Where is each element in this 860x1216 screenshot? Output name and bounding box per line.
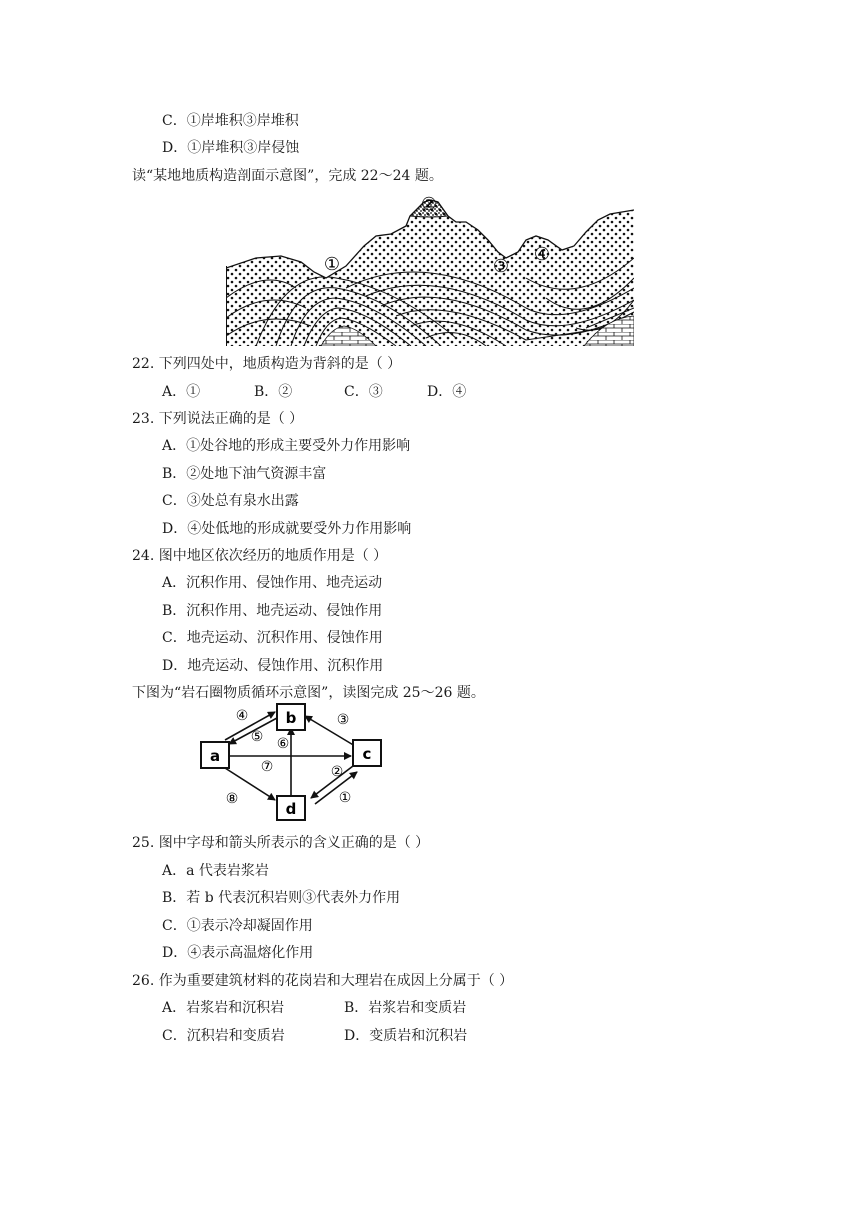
q24-option-c: C．地壳运动、沉积作用、侵蚀作用 [162, 630, 383, 646]
q26-option-c: C．沉积岩和变质岩 [162, 1028, 285, 1044]
q24-option-d: D．地壳运动、侵蚀作用、沉积作用 [162, 658, 384, 674]
label-2: ② [420, 194, 438, 215]
q22-option-d: D．④ [427, 384, 467, 400]
q25-option-b: B．若 b 代表沉积岩则③代表外力作用 [162, 890, 401, 906]
q24-option-b: B．沉积作用、地壳运动、侵蚀作用 [162, 603, 383, 619]
arrow-label-2: ② [330, 764, 344, 780]
q23-option-c: C．③处总有泉水出露 [162, 493, 299, 509]
q22-option-a: A．① [162, 384, 201, 400]
geologic-section-figure [226, 188, 634, 346]
question-25: 25. 图中字母和箭头所表示的含义正确的是（ ） [132, 835, 430, 851]
arrow-label-8: ⑧ [225, 791, 239, 807]
intro-rock-cycle: 下图为“岩石圈物质循环示意图”，读图完成 25～26 题。 [132, 685, 485, 701]
intro-geology-section: 读“某地地质构造剖面示意图”，完成 22～24 题。 [132, 168, 443, 184]
option-d-previous: D．①岸堆积③岸侵蚀 [162, 140, 300, 156]
q22-option-b: B．② [254, 384, 293, 400]
label-3: ③ [492, 256, 510, 277]
q24-option-a: A．沉积作用、侵蚀作用、地壳运动 [162, 575, 383, 591]
arrow-label-4: ④ [235, 708, 249, 724]
q22-option-c: C．③ [344, 384, 383, 400]
arrow-label-3: ③ [336, 712, 350, 728]
node-c: c [362, 745, 372, 763]
q23-option-a: A．①处谷地的形成主要受外力作用影响 [162, 438, 411, 454]
arrow-label-1: ① [338, 790, 352, 806]
question-23: 23. 下列说法正确的是（ ） [132, 411, 304, 427]
arrow-label-6: ⑥ [276, 736, 290, 752]
q26-option-a: A．岩浆岩和沉积岩 [162, 1000, 285, 1016]
q25-option-a: A．a 代表岩浆岩 [162, 863, 269, 879]
q23-option-b: B．②处地下油气资源丰富 [162, 466, 327, 482]
option-c-previous: C．①岸堆积③岸堆积 [162, 113, 299, 129]
q25-option-c: C．①表示冷却凝固作用 [162, 918, 313, 934]
label-1: ① [323, 254, 341, 275]
q25-option-d: D．④表示高温熔化作用 [162, 945, 314, 961]
q23-option-d: D．④处低地的形成就要受外力作用影响 [162, 521, 412, 537]
arrow-label-7: ⑦ [260, 759, 274, 775]
rock-cycle-figure [195, 700, 390, 822]
q26-option-d: D．变质岩和沉积岩 [344, 1028, 468, 1044]
node-b: b [285, 709, 297, 727]
question-26: 26. 作为重要建筑材料的花岗岩和大理岩在成因上分属于（ ） [132, 973, 514, 989]
label-4: ④ [533, 244, 551, 265]
question-22: 22. 下列四处中，地质构造为背斜的是（ ） [132, 356, 402, 372]
node-a: a [209, 747, 221, 765]
node-d: d [285, 800, 297, 818]
q26-option-b: B．岩浆岩和变质岩 [344, 1000, 467, 1016]
arrow-label-5: ⑤ [250, 729, 264, 745]
question-24: 24. 图中地区依次经历的地质作用是（ ） [132, 548, 388, 564]
